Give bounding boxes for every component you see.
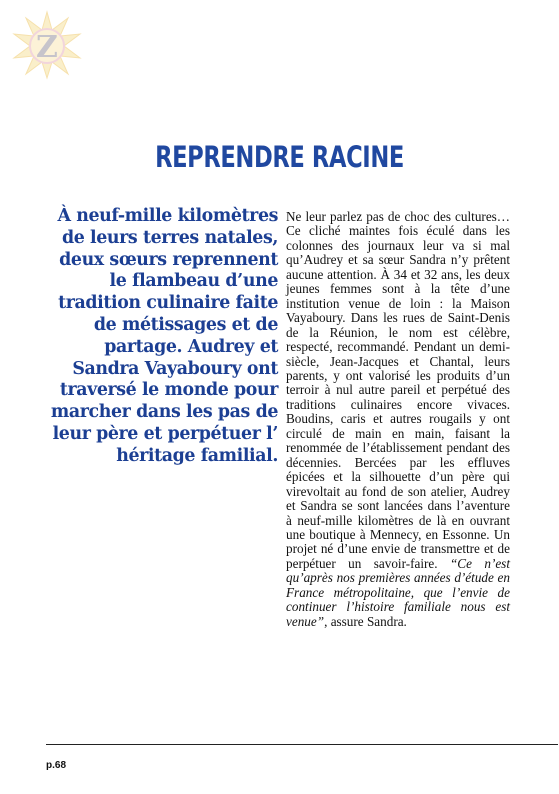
page-number: p.68 [46,760,67,771]
pull-quote: “Ce n’est qu’après nos premières années d’étude en France métropolitaine, que l’envie de continuer l’histoire familiale nous est venue” [286,555,510,629]
logo-letter: Z [36,30,58,65]
article-lede: À neuf-mille kilomètres de leurs terres natales, deux sœurs reprennent le flambeau d’une tradition culinaire faite de métissages et de partage. Audrey et Sandra Vayaboury ont traversé le monde pour marcher dans les pas de leur père et perpétuer l’ héritage familial. [50,206,278,466]
magazine-logo [8,10,86,80]
footer-rule [46,744,558,745]
quote-attribution: , assure Sandra. [324,613,407,629]
body-paragraph: Ne leur parlez pas de choc des cultures… Ce cliché maintes fois éculé dans les colonnes des journaux leur va si mal qu’Audrey et sa sœur Sandra n’y prêtent aucune attention. À 34 et 32 ans, les deux jeunes femmes sont à la tête d’une institution venue de loin : la Maison Vayaboury. Dans les rues de Saint-Denis de la Réunion, le nom est célèbre, respecté, recommandé. Pendant un demi-siècle, Jean-Jacques et Chantal, leurs parents, y ont valorisé les produits d’un terroir à nul autre pareil et perpétué des traditions culinaires encore vivaces. Boudins, caris et autres rougails y ont circulé de main en main, faisant la renommée de l’établissement pendant des décennies. Bercées par les effluves épicées et la silhouette d’un père qui virevoltait au fond de son atelier, Audrey et Sandra se sont lancées dans l’aventure à neuf-mille kilomètres de là en ouvrant une boutique à Mennecy, en Essonne. Un projet né d’une envie de transmettre et de perpétuer un savoir-faire. [286,209,510,571]
sun-star-logo-icon [8,10,86,80]
article-body [286,210,510,629]
article-title: REPRENDRE RACINE [155,140,404,174]
